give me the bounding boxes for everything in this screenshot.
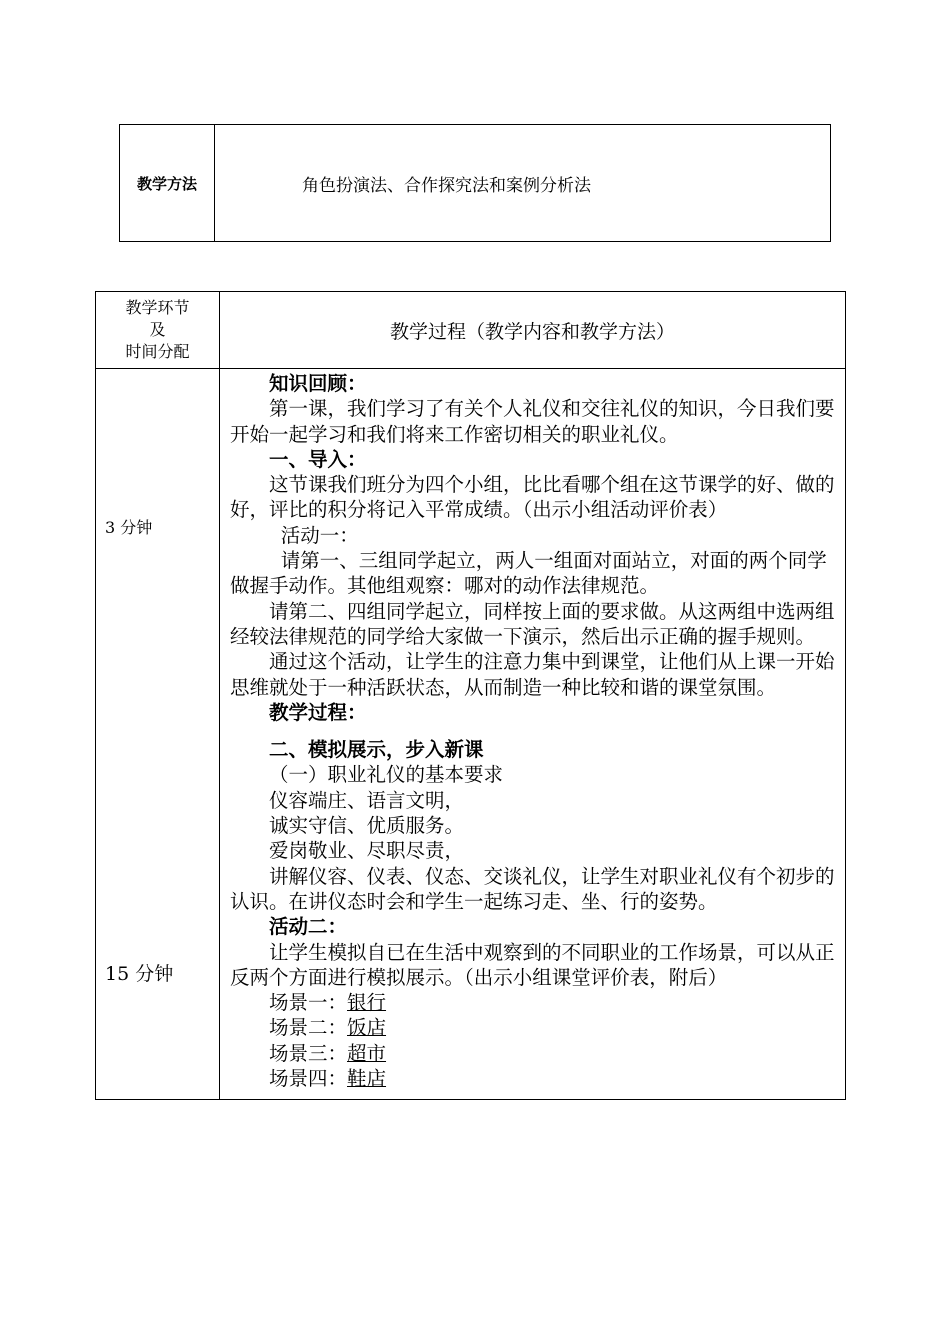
scene-2-place: 饭店 [347,1016,387,1040]
scene-2-label: 场景二： [269,1016,348,1040]
teaching-method-label: 教学方法 [120,125,215,242]
activity1-text-3: 通过这个活动，让学生的注意力集中到课堂，让他们从上课一开始思维就处于一种活跃状态，从而制造一种比较和谐的课堂氛围。 [230,650,835,699]
stage-time-header [96,292,220,369]
scene-4-place: 鞋店 [347,1067,387,1091]
process-header: 教学过程（教学内容和教学方法） [220,292,846,369]
activity1-title: 活动一： [280,523,359,547]
activity2-text: 让学生模拟自已在生活中观察到的不同职业的工作场景，可以从正反两个方面进行模拟展示。（出示小组课堂评价表，附后） [230,940,835,989]
requirement-1: 仪容端庄、语言文明， [269,788,465,812]
scene-1-label: 场景一： [269,991,348,1015]
activity2-title: 活动二： [269,915,348,939]
intro-title: 一、导入： [269,447,367,471]
stage-header-line-1: 教学环节 [125,298,190,317]
scene-1-place: 银行 [347,991,387,1015]
time-allocation-cell [96,369,220,1100]
requirement-2: 诚实守信、优质服务。 [269,814,465,838]
scene-1 [230,990,837,1015]
teaching-method-table [119,124,831,242]
knowledge-review-title: 知识回顾： [269,372,367,395]
section2-title: 二、模拟展示，步入新课 [269,738,484,762]
scene-3-label: 场景三： [269,1041,348,1065]
scene-3-place: 超市 [347,1041,387,1065]
time-15-min: 15 分钟 [105,963,174,985]
spacer [230,725,837,737]
scene-4 [230,1066,837,1091]
teaching-process-table [95,291,846,1100]
activity1-text-2: 请第二、四组同学起立，同样按上面的要求做。从这两组中选两组经较法律规范的同学给大家做一下演示，然后出示正确的握手规则。 [230,599,835,648]
scene-3 [230,1041,837,1066]
stage-header-line-3: 时间分配 [125,342,190,361]
scene-4-label: 场景四： [269,1067,348,1091]
teaching-method-value: 角色扮演法、合作探究法和案例分析法 [215,125,831,242]
activity1-text: 请第一、三组同学起立，两人一组面对面站立，对面的两个同学做握手动作。其他组观察：哪对的动作法律规范。 [230,549,827,598]
sub1-title: （一）职业礼仪的基本要求 [269,763,504,787]
intro-text: 这节课我们班分为四个小组，比比看哪个组在这节课学的好、做的好，评比的积分将记入平常成绩。（出示小组活动评价表） [230,473,835,522]
time-3-min: 3 分钟 [105,518,153,537]
process-title: 教学过程： [269,700,367,724]
stage-header-line-2: 及 [149,320,166,339]
scene-2 [230,1015,837,1040]
explain-text: 讲解仪容、仪表、仪态、交谈礼仪，让学生对职业礼仪有个初步的认识。在讲仪态时会和学生一起练习走、坐、行的姿势。 [230,864,835,913]
requirement-3: 爱岗敬业、尽职尽责， [269,839,465,863]
knowledge-review-text: 第一课，我们学习了有关个人礼仪和交往礼仪的知识，今日我们要开始一起学习和我们将来工作密切相关的职业礼仪。 [230,397,835,446]
process-content [220,369,846,1100]
